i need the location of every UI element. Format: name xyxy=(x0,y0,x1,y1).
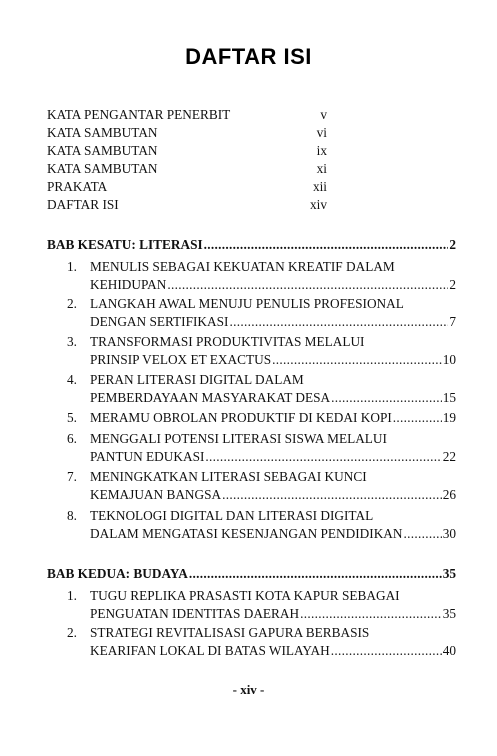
entry-page: 19 xyxy=(442,410,456,425)
entry-title-line1: MENGGALI POTENSI LITERASI SISWA MELALUI xyxy=(90,431,387,446)
entry-number: 1. xyxy=(67,588,77,603)
front-matter-page: ix xyxy=(316,143,327,158)
entry-title-line2: KEARIFAN LOKAL DI BATAS WILAYAH xyxy=(90,643,330,658)
entry-number: 2. xyxy=(67,296,77,311)
front-matter-label: KATA PENGANTAR PENERBIT xyxy=(47,107,231,122)
front-matter-page: v xyxy=(320,107,327,122)
front-matter-item xyxy=(47,124,327,142)
front-matter-item xyxy=(47,178,327,196)
entry-number: 4. xyxy=(67,372,77,387)
toc-entry xyxy=(47,430,456,466)
leader-dots xyxy=(167,276,448,294)
entry-page: 35 xyxy=(442,606,456,621)
leader-dots xyxy=(331,389,442,407)
entry-number: 7. xyxy=(67,469,77,484)
leader-dots xyxy=(204,236,449,254)
entry-title-line1: TUGU REPLIKA PRASASTI KOTA KAPUR SEBAGAI xyxy=(90,588,400,603)
toc-entry xyxy=(47,371,456,407)
entry-title: MERAMU OBROLAN PRODUKTIF DI KEDAI KOPI xyxy=(90,410,392,425)
entry-number: 3. xyxy=(67,334,77,349)
leader-dots xyxy=(331,642,442,660)
front-matter-page: xii xyxy=(312,179,327,194)
leader-dots xyxy=(205,448,441,466)
toc-entry xyxy=(47,258,456,294)
toc-entry xyxy=(47,587,456,623)
toc-entry xyxy=(47,468,456,504)
entry-title-line1: MENULIS SEBAGAI KEKUATAN KREATIF DALAM xyxy=(90,259,395,274)
toc-entry xyxy=(47,409,456,427)
entry-number: 8. xyxy=(67,508,77,523)
chapter-page: 2 xyxy=(449,237,456,252)
leader-dots xyxy=(229,313,448,331)
leader-dots xyxy=(222,486,442,504)
entry-page: 15 xyxy=(442,390,456,405)
chapter-title: BAB KESATU: LITERASI xyxy=(47,237,203,252)
entry-title-line1: STRATEGI REVITALISASI GAPURA BERBASIS xyxy=(90,625,370,640)
front-matter-label: KATA SAMBUTAN xyxy=(47,143,158,158)
toc-entry xyxy=(47,333,456,369)
leader-dots xyxy=(272,351,442,369)
entry-title-line2: PANTUN EDUKASI xyxy=(90,449,205,464)
front-matter-label: PRAKATA xyxy=(47,179,108,194)
chapter-title: BAB KEDUA: BUDAYA xyxy=(47,566,188,581)
entry-title-line2: DALAM MENGATASI KESENJANGAN PENDIDIKAN xyxy=(90,526,403,541)
front-matter-page: xi xyxy=(316,161,327,176)
entry-title-line1: TEKNOLOGI DIGITAL DAN LITERASI DIGITAL xyxy=(90,508,374,523)
front-matter-item xyxy=(47,196,327,214)
page-number-footer: - xiv - xyxy=(232,682,265,697)
entry-page: 2 xyxy=(449,277,456,292)
leader-dots xyxy=(300,605,442,623)
entry-title-line2: PRINSIP VELOX ET EXACTUS xyxy=(90,352,272,367)
entry-title-line2: KEHIDUPAN xyxy=(90,277,167,292)
front-matter-label: KATA SAMBUTAN xyxy=(47,125,158,140)
entry-page: 30 xyxy=(442,526,456,541)
page-title: DAFTAR ISI xyxy=(185,44,312,69)
front-matter-page: vi xyxy=(316,125,327,140)
front-matter-label: DAFTAR ISI xyxy=(47,197,119,212)
entry-number: 1. xyxy=(67,259,77,274)
chapter-page: 35 xyxy=(442,566,456,581)
entry-number: 6. xyxy=(67,431,77,446)
leader-dots xyxy=(189,565,442,583)
front-matter-item xyxy=(47,106,327,124)
front-matter-list xyxy=(47,106,327,214)
entry-page: 26 xyxy=(442,487,456,502)
toc-entry xyxy=(47,507,456,543)
entry-page: 22 xyxy=(442,449,456,464)
entry-page: 7 xyxy=(449,314,456,329)
entry-page: 10 xyxy=(442,352,456,367)
toc-entry xyxy=(47,295,456,331)
entry-title-line1: MENINGKATKAN LITERASI SEBAGAI KUNCI xyxy=(90,469,367,484)
leader-dots xyxy=(393,409,442,427)
chapter-heading xyxy=(47,236,456,254)
entry-page: 40 xyxy=(442,643,456,658)
leader-dots xyxy=(404,525,442,543)
entry-title-line2: PENGUATAN IDENTITAS DAERAH xyxy=(90,606,300,621)
entry-number: 5. xyxy=(67,410,77,425)
entry-title-line2: KEMAJUAN BANGSA xyxy=(90,487,222,502)
entry-title-line1: PERAN LITERASI DIGITAL DALAM xyxy=(90,372,304,387)
front-matter-item xyxy=(47,160,327,178)
entry-title-line1: LANGKAH AWAL MENUJU PENULIS PROFESIONAL xyxy=(90,296,404,311)
entry-number: 2. xyxy=(67,625,77,640)
front-matter-page: xiv xyxy=(310,197,327,212)
front-matter-item xyxy=(47,142,327,160)
entry-title-line2: DENGAN SERTIFIKASI xyxy=(90,314,229,329)
toc-entry xyxy=(47,624,456,660)
front-matter-label: KATA SAMBUTAN xyxy=(47,161,158,176)
chapter-heading xyxy=(47,565,456,583)
entry-title-line2: PEMBERDAYAAN MASYARAKAT DESA xyxy=(90,390,331,405)
entry-title-line1: TRANSFORMASI PRODUKTIVITAS MELALUI xyxy=(90,334,365,349)
